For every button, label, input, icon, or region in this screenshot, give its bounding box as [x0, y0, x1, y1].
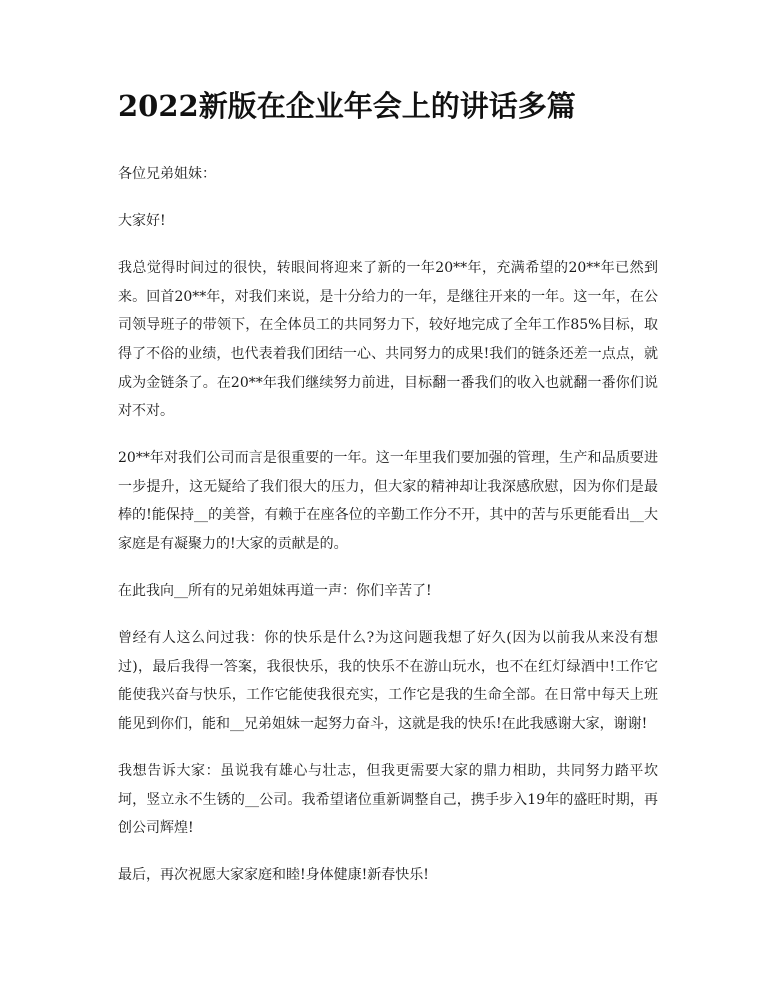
- closing-paragraph: 最后，再次祝愿大家家庭和睦!身体健康!新春快乐!: [118, 867, 429, 884]
- document-page: [118, 86, 658, 908]
- body-paragraph-review: 我总觉得时间过的很快，转眼间将迎来了新的一年20**年，充满希望的20**年已然到来。回首20**年，对我们来说，是十分给力的一年，是继往开来的一年。这一年，在公司领导班子的带领下，在全体员工的共同努力下，较好地完成了全年工作85%目标，取得了不俗的业绩，也代表着我们团结一心、共同努力的成果!我们的链条还差一点点，就成为金链条了。在20**年我们继续努力前进，目标翻一番我们的收入也就翻一番你们说对不对。: [118, 260, 658, 420]
- body-paragraph-thanks: 在此我向__所有的兄弟姐妹再道一声：你们辛苦了!: [118, 583, 432, 600]
- body-paragraph-appeal: 我想告诉大家：虽说我有雄心与壮志，但我更需要大家的鼎力相助，共同努力踏平坎坷，竖立永不生锈的__公司。我希望诸位重新调整自己，携手步入19年的盛旺时期，再创公司辉煌!: [118, 763, 658, 837]
- document-title: 2022新版在企业年会上的讲话多篇: [118, 89, 576, 123]
- greeting-paragraph: 各位兄弟姐妹：: [118, 166, 216, 182]
- body-paragraph-importance: 20**年对我们公司而言是很重要的一年。这一年里我们要加强的管理，生产和品质要进一步提升，这无疑给了我们很大的压力，但大家的精神却让我深感欣慰，因为你们是最棒的!能保持__的美誉，有赖于在座各位的辛勤工作分不开，其中的苦与乐更能看出__大家庭是有凝聚力的!大家的贡献是的。: [118, 450, 658, 553]
- body-paragraph-happiness: 曾经有人这么问过我：你的快乐是什么?为这问题我想了好久(因为以前我从来没有想过)，最后我得一答案，我很快乐，我的快乐不在游山玩水，也不在红灯绿酒中!工作它能使我兴奋与快乐，工作它能使我很充实，工作它是我的生命全部。在日常中每天上班能见到你们，能和__兄弟姐妹一起努力奋斗，这就是我的快乐!在此我感谢大家，谢谢!: [118, 630, 658, 732]
- hello-paragraph: 大家好!: [118, 213, 166, 230]
